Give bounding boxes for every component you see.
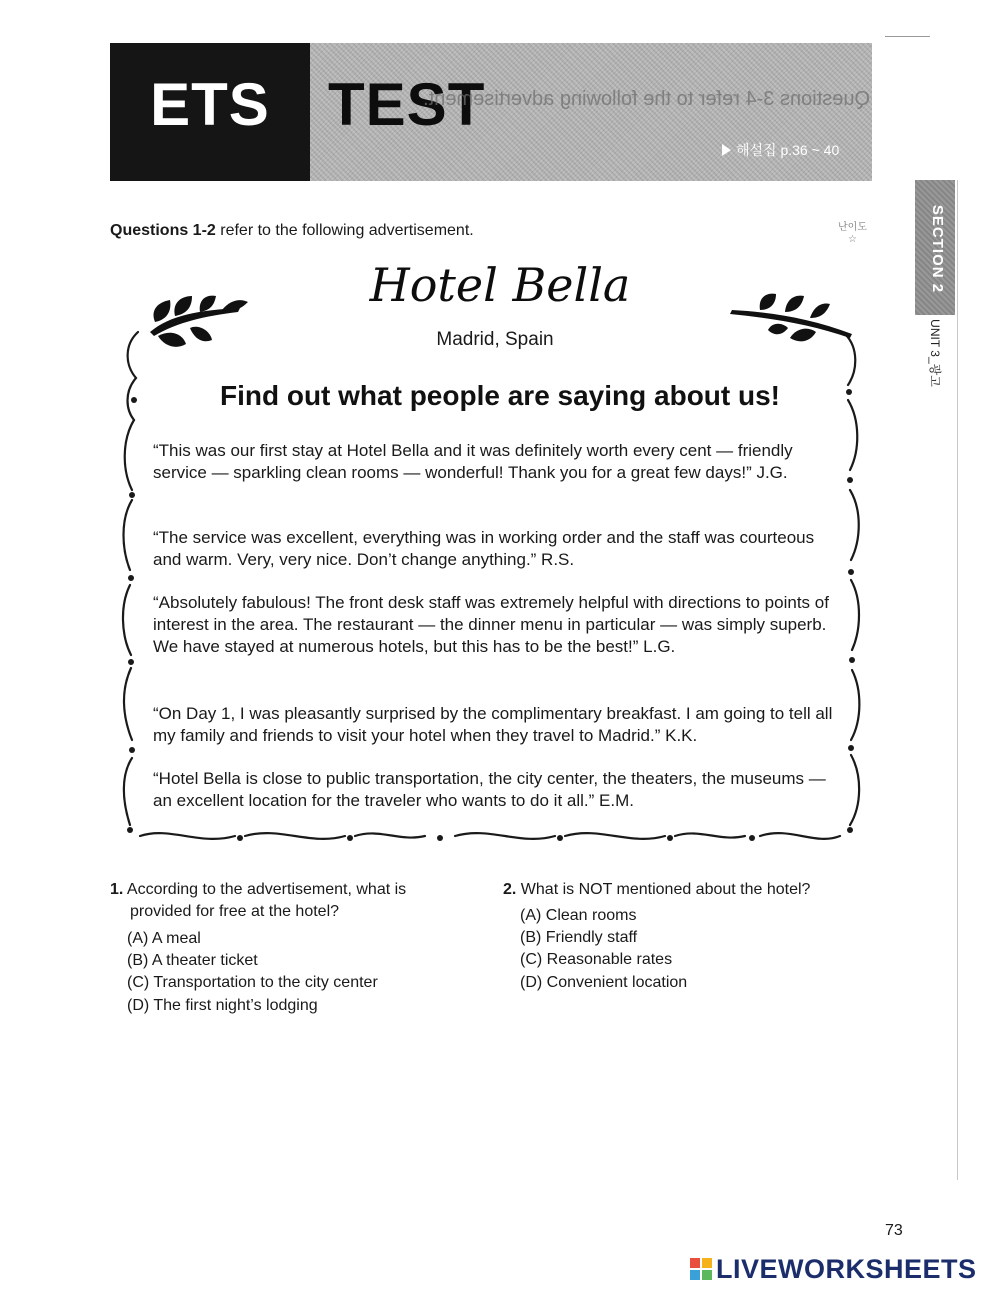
- questions-intro-text: refer to the following advertisement.: [215, 222, 474, 239]
- review-5: “Hotel Bella is close to public transportation, the city center, the theaters, the museums — an excellent location for the traveler who wants to do it all.” E.M.: [153, 769, 826, 810]
- question-2-option-d[interactable]: (D) Convenient location: [520, 974, 688, 991]
- difficulty-label: 난이도: [838, 222, 867, 233]
- brand-name: LIVEWORKSHEETS: [716, 1254, 977, 1284]
- question-1-text-line2: provided for free at the hotel?: [130, 903, 340, 920]
- question-2-option-c[interactable]: (C) Reasonable rates: [520, 951, 673, 968]
- review-3: “Absolutely fabulous! The front desk staff was extremely helpful with directions to points of interest in the area. The restaurant — the dinner menu in particular — was simply superb. We have stayed at numerous hotels, but this has to be the best!” L.G.: [153, 593, 829, 656]
- question-2-text: What is NOT mentioned about the hotel?: [520, 881, 811, 898]
- page-number: 73: [885, 1222, 903, 1239]
- liveworksheets-logo-icon: [690, 1258, 712, 1280]
- question-1-option-c[interactable]: (C) Transportation to the city center: [127, 974, 378, 991]
- banner-title-test: TEST: [328, 71, 486, 138]
- question-1-option-b[interactable]: (B) A theater ticket: [127, 952, 258, 969]
- hotel-name-logo: Hotel Bella: [369, 258, 631, 312]
- unit-label: UNIT 3_광고: [928, 319, 942, 387]
- questions-range: Questions 1-2: [110, 222, 216, 239]
- review-2: “The service was excellent, everything was in working order and the staff was courteous and warm. Very, very nice. Don’t change anything.” R.S.: [153, 528, 815, 569]
- question-2-number: 2.: [503, 881, 517, 898]
- question-2: [503, 879, 810, 901]
- question-1: [110, 879, 406, 901]
- review-4: “On Day 1, I was pleasantly surprised by the complimentary breakfast. I am going to tell all my family and friends to visit your hotel when they travel to Madrid.” K.K.: [153, 704, 833, 745]
- answer-key-reference-text: 해설집 p.36 ~ 40: [736, 142, 840, 158]
- question-1-option-d[interactable]: (D) The first night’s lodging: [127, 997, 318, 1014]
- difficulty-star-icon: ☆: [848, 234, 857, 245]
- review-1: “This was our first stay at Hotel Bella and it was definitely worth every cent — friendly service — sparkling clean rooms — wonderful! Thank you for a great few days!” J.G.: [153, 441, 793, 482]
- question-1-number: 1.: [110, 881, 124, 898]
- banner-showthrough-text: Questions 3-4 refer to the following advertisement.: [423, 88, 870, 110]
- question-2-option-a[interactable]: (A) Clean rooms: [520, 907, 637, 924]
- question-1-option-a[interactable]: (A) A meal: [127, 930, 201, 947]
- question-2-option-b[interactable]: (B) Friendly staff: [520, 929, 638, 946]
- advert-headline: Find out what people are saying about us!: [219, 380, 781, 411]
- hotel-location: Madrid, Spain: [436, 329, 554, 350]
- question-1-text-line1: According to the advertisement, what is: [126, 881, 407, 898]
- banner-title-ets: ETS: [150, 71, 270, 138]
- section-label: SECTION 2: [929, 204, 946, 294]
